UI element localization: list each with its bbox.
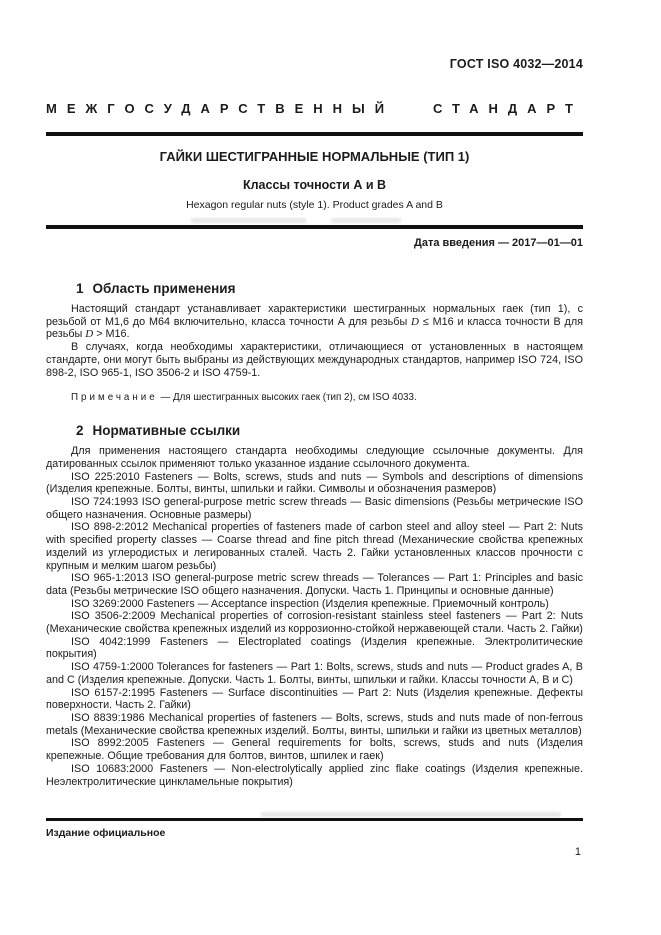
header-rule [46, 132, 583, 136]
reference-item: ISO 6157-2:1995 Fasteners — Surface discontinuities — Part 2: Nuts (Изделия крепежные. Дефекты поверхности. Часть 2. Гайки) [46, 686, 583, 712]
standard-type-banner [46, 102, 583, 116]
erased-text-artifact [261, 812, 561, 817]
document-subtitle-ru: Классы точности А и В [242, 178, 387, 192]
reference-item: ISO 3269:2000 Fasteners — Acceptance inspection (Изделия крепежные. Приемочный контроль) [71, 597, 549, 610]
references-list [46, 471, 583, 789]
scope-p1-text: > М16. [93, 328, 130, 341]
note-label: Примечание [71, 392, 158, 404]
section-title: Нормативные ссылки [92, 423, 241, 439]
reference-item: ISO 724:1993 ISO general-purpose metric screw threads — Basic dimensions (Резьбы метрические ISO общего назначения. Основные размеры) [46, 496, 583, 521]
section-number: 2 [76, 423, 84, 439]
effective-date: Дата введения — 2017—01—01 [414, 237, 583, 249]
edition-note: Издание официальное [46, 827, 166, 839]
section-number: 1 [76, 281, 84, 296]
note-text: — Для шестигранных высоких гаек (тип 2), см ISO 4033. [157, 392, 417, 404]
reference-item: ISO 8839:1986 Mechanical properties of fasteners — Bolts, screws, studs and nuts made of non-ferrous metals (Механические свойства крепежных изделий. Болты, винты, шпильки и гайки из цветных металлов) [46, 711, 583, 737]
reference-item: ISO 8992:2005 Fasteners — General requirements for bolts, screws, studs and nuts (Изделия крепежные. Общие требования для болтов, винтов, шпилек и гаек) [46, 737, 583, 763]
standard-type-word-2: СТАНДАРТ [432, 101, 583, 116]
reference-item: ISO 965-1:2013 ISO general-purpose metric screw threads — Tolerances — Part 1: Principles and basic data (Резьбы метрические ISO общего назначения. Допуски. Часть 1. Принципы и основные данные) [46, 572, 583, 597]
erased-text-artifact [191, 218, 306, 223]
footer-separator [46, 818, 583, 821]
scope-note [46, 392, 583, 404]
scope-paragraph-1 [46, 303, 583, 341]
reference-item: ISO 4759-1:2000 Tolerances for fasteners — Part 1: Bolts, screws, studs and nuts — Product grades A, B and C (Изделия крепежные. Допуски. Часть 1. Болты, винты, шпильки и гайки. Классы точности А, В и С) [46, 661, 583, 686]
document-title-ru: ГАЙКИ ШЕСТИГРАННЫЕ НОРМАЛЬНЫЕ (ТИП 1) [159, 149, 470, 164]
reference-item: ISO 3506-2:2009 Mechanical properties of corrosion-resistant stainless steel fasteners — Part 2: Nuts (Механические свойства крепежных изделий из коррозионно-стойкой нержавеющей стали. Часть 2. Гайки) [46, 610, 583, 636]
standard-type-word-1: МЕЖГОСУДАРСТВЕННЫЙ [46, 101, 395, 116]
section-title: Область применения [92, 281, 236, 296]
reference-item: ISO 4042:1999 Fasteners — Electroplated coatings (Изделия крепежные. Электролитические покрытия) [46, 635, 583, 661]
reference-item: ISO 898-2:2012 Mechanical properties of fasteners made of carbon steel and alloy steel — Part 2: Nuts with specified property classes — Coarse thread and fine pitch thread (Механические свойства крепежных изделий из углеродистых и легированных сталей. Часть 2. Гайки установленных классов прочности с крупным и мелким шагом резьбы) [46, 521, 583, 572]
scope-p1-text: Настоящий стандарт устанавливает характеристики шестигранных нормальных гаек (тип 1), с резьбой от М1,6 до М64 включительно, класса точности А для резьбы [46, 303, 583, 328]
scope-paragraph-2: В случаях, когда необходимы характеристики, отличающиеся от установленных в настоящем стандарте, они могут быть выбраны из действующих международных стандартов, например ISO 724, ISO 898-2, ISO 965-1, ISO 3506-2 и ISO 4759-1. [46, 341, 583, 379]
page-footer [46, 818, 583, 858]
variable-D: D [411, 315, 419, 328]
reference-item: ISO 225:2010 Fasteners — Bolts, screws, studs and nuts — Symbols and descriptions of dimensions (Изделия крепежные. Болты, винты, шпильки и гайки. Символы и обозначения размеров) [46, 470, 583, 496]
doc-code: ГОСТ ISO 4032—2014 [449, 57, 583, 71]
variable-D: D [85, 328, 94, 341]
title-rule [46, 225, 583, 229]
references-intro: Для применения настоящего стандарта необходимы следующие ссылочные документы. Для датированных ссылок применяют только указанное издание ссылочного документа. [46, 445, 583, 470]
title-separator [46, 225, 583, 229]
section-heading-scope [46, 281, 583, 297]
page-number: 1 [574, 846, 581, 858]
erased-text-artifact [331, 218, 401, 223]
footer-rule [46, 818, 583, 821]
scope-p1-text: ≤ М16 и класса точности В для резьбы [46, 315, 583, 341]
document-title-en: Hexagon regular nuts (style 1). Product grades A and B [186, 199, 443, 211]
section-heading-references [46, 423, 583, 439]
reference-item: ISO 10683:2000 Fasteners — Non-electrolytically applied zinc flake coatings (Изделия крепежные. Неэлектролитические цинкламельные покрытия) [46, 762, 583, 788]
